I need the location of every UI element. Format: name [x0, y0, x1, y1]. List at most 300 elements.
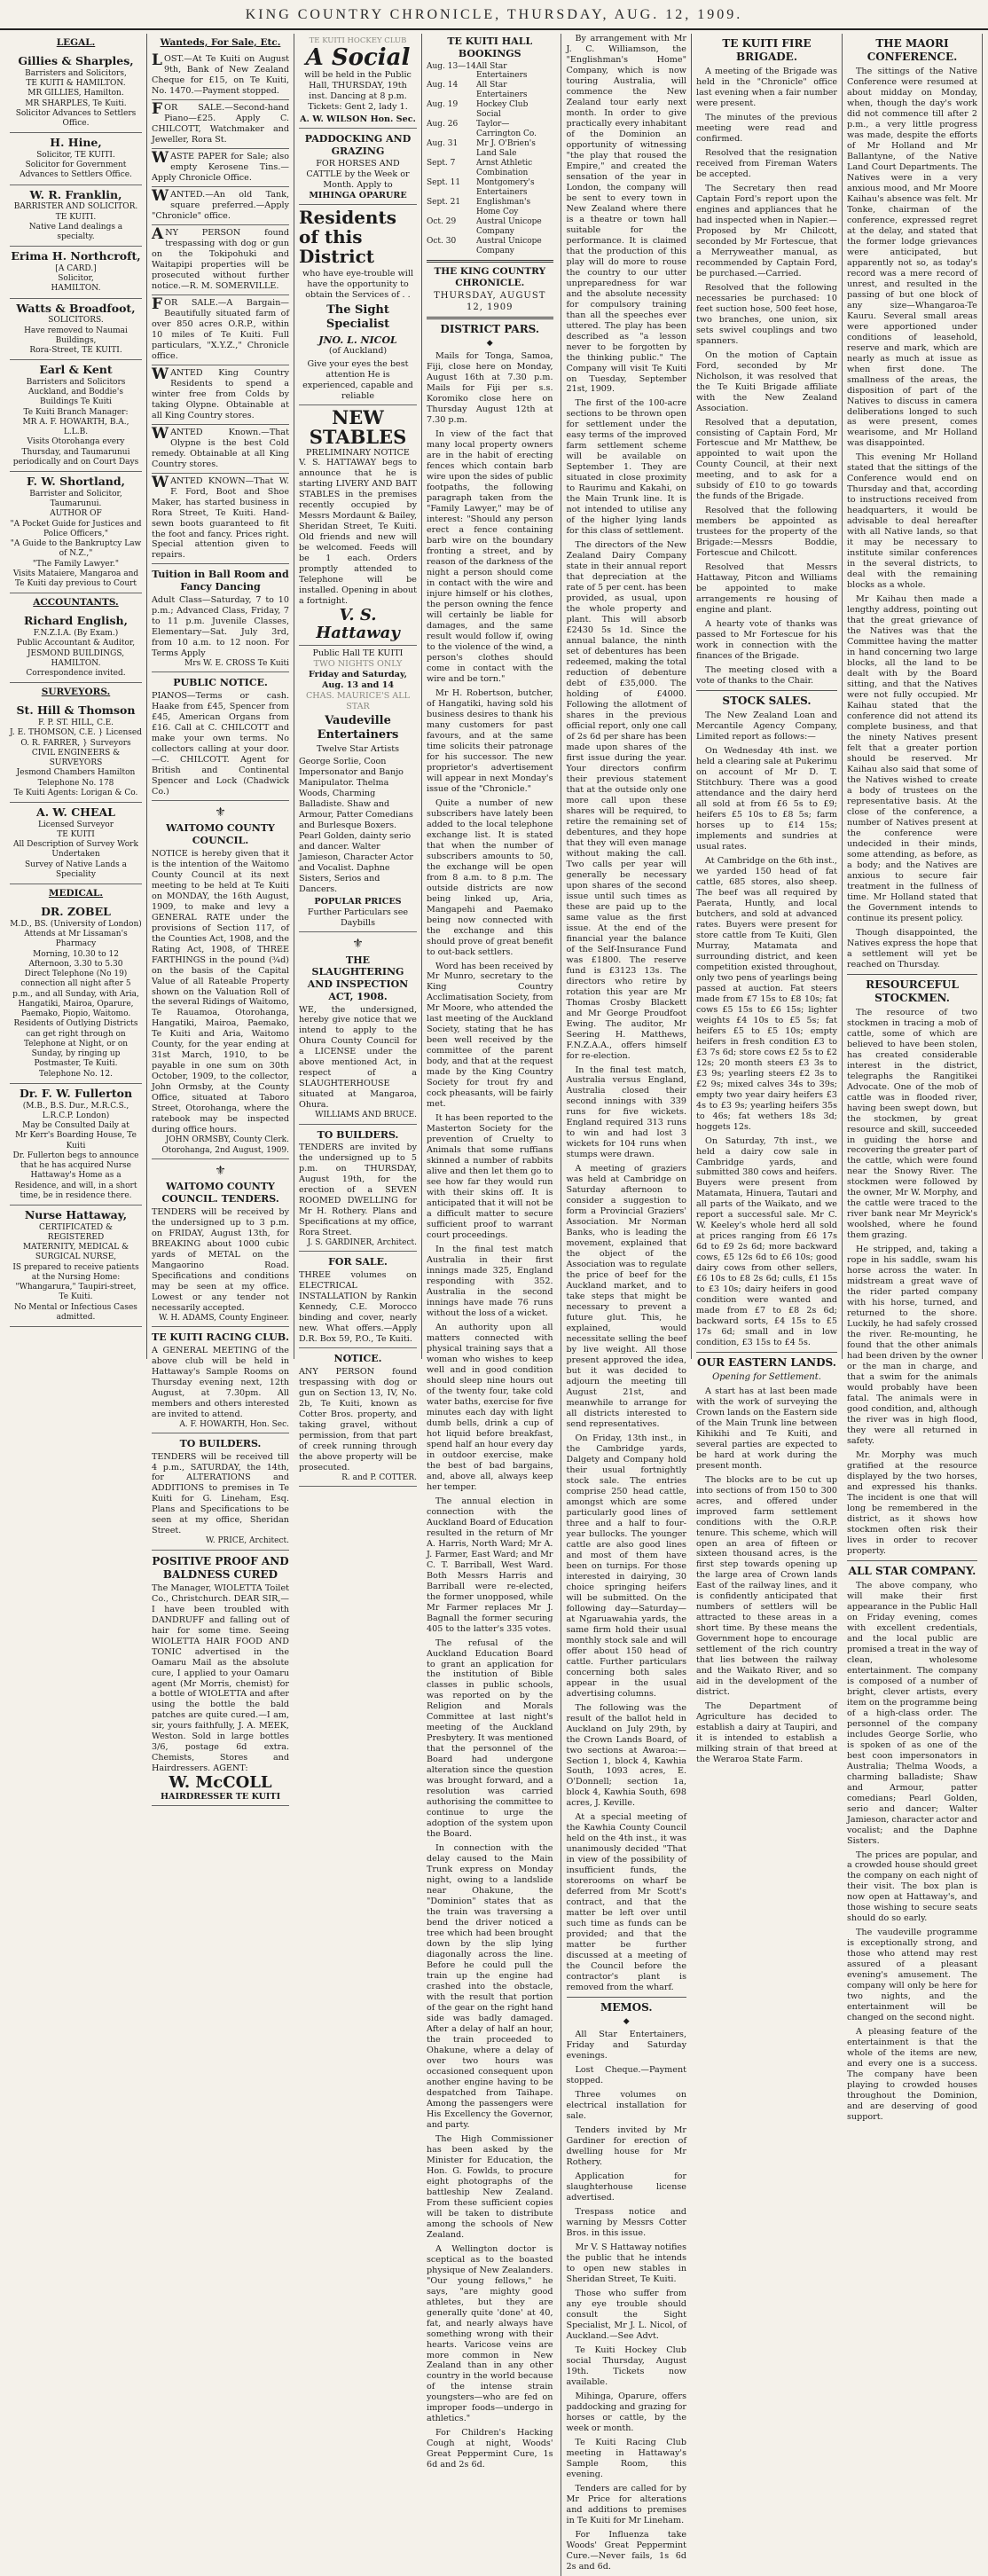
business-card — [10, 1084, 142, 1206]
coat-of-arms-icon: ⚜ — [215, 1163, 226, 1178]
news-paragraph: Mr H. Robertson, butcher, of Hangatiki, having sold his business desires to thank his many customers for past favours, and at the same time solicits their patronage for his successor. The new proprietor's advertisement will appear in next Monday's issue of the "Chronicle." — [427, 687, 553, 794]
booking-row — [427, 100, 553, 120]
business-card — [10, 902, 142, 1084]
business-detail: BARRISTER AND SOLICITOR. — [13, 202, 138, 212]
section-heading-medical: MEDICAL. — [48, 888, 104, 899]
booking-event: Mr J. O'Brien's Land Sale — [476, 139, 536, 159]
booking-event: Austral Unicope Company — [476, 217, 542, 236]
article-paragraph: The blocks are to be cut up into sections of from 150 to 300 acres, and offered under improved farm settlement conditions with the O.R.P. tenure. This scheme, which will open an area of fifteen or sixteen thousand acres, is the first step towards opening up the large area of Crown lands East of the railway lines, and it is confidently anticipated that numbers of settlers will be attracted to these areas in a short time. By these means the Government hope to encourage settlement of the rich country that lies between the railway and the Waikato River, and so aid in the development of the district. — [696, 1474, 837, 1698]
news-paragraph: In the final test match, Australia versus England, Australia closed their second innings with 339 runs for five wickets. England required 313 runs to win and had lost 3 wickets for 104 runs when stumps were drawn. — [566, 1064, 686, 1160]
news-paragraph: Quite a number of new subscribers have lately been added to the local telephone exchange list. It is stated that when the number of subscribers amounts to 50, the exchange will be open from 8 a.m. to 8 p.m. The outside districts are now being linked up, Aria, Mangapehi and Paemako being now connected with the exchange and this should prove of great benefit to out-back settlers. — [427, 797, 553, 957]
booking-event: Arnst Athletic Combination — [476, 159, 533, 178]
business-card — [10, 472, 142, 593]
memo-item: Tenders are called for by Mr Price for alterations and additions to premises in Te Kuiti for Mr Lineham. — [566, 2483, 686, 2525]
article-paragraph: He stripped, and, taking a rope in his saddle, swam his horse across the water. In midstream a great wave of the rider parted company with his horse, turned, and returned to the shore. Luckily, he had safely crossed the river. Re-mounting, he found that the other animals had been driven by the owner or the man in charge, and that a swim for the animals would probably have been fatal. The animals were in good condition, and, although the river was in high flood, they were all returned in safety. — [847, 1245, 977, 1447]
classified-ads — [152, 51, 289, 564]
business-detail: O. R. FARRER, } Surveyors — [20, 738, 131, 748]
district-pars-continued — [567, 34, 687, 1993]
drop-cap: A — [152, 224, 164, 243]
classified-ad — [152, 295, 289, 365]
council-tenders-signature: W. H. ADAMS, County Engineer. — [158, 1313, 289, 1323]
public-notice-ad — [152, 672, 289, 801]
racing-club-notice — [152, 1327, 289, 1433]
business-detail: F.N.Z.I.A. (By Exam.) — [33, 629, 119, 638]
classified-ad — [152, 365, 289, 425]
eastern-lands-title: OUR EASTERN LANDS. — [697, 1356, 836, 1370]
booking-date: Sept. 7 — [427, 159, 456, 169]
business-card — [10, 1206, 142, 1327]
dancing-title: Tuition in Ball Room and Fancy Dancing — [152, 569, 289, 593]
booking-date: Aug. 19 — [427, 100, 459, 110]
memo-item: Application for slaughterhouse license advertised. — [566, 2172, 686, 2203]
business-card — [10, 803, 142, 884]
memos-title: MEMOS. — [600, 2001, 653, 2014]
business-detail: Barristers and Solicitors — [26, 377, 126, 387]
news-paragraph: In view of the fact that many local property owners are in the habit of erecting fences which contain barb wire upon the sides of public footpaths, the following paragraph taken from the "Family Lawyer," may be of interest: "Should any person erect a fence containing barb wire on the boundary fronting a street, and by reason of the darkness of the night a person should come in contact with the wire and injure himself or his clothes, the person owning the fence will certainly be liable for damages, and the same result would follow if, owing to the violence of the wind, a person's clothes should come in contact with the wire and be torn." — [427, 429, 553, 684]
news-paragraph: At a special meeting of the Kawhia County Council held on the 4th inst., it was unanimously decided "That in view of the possibility of insufficient funds, the storerooms on wharf be deferred from Mr Scott's contract, and that the matter be left over until such time as funds can be provided; and that the matter be further discussed at a meeting of the Council before the contractor's plant is removed from the wharf. — [566, 1812, 686, 1993]
slaughter-signature: WILLIAMS AND BRUCE. — [315, 1111, 417, 1120]
drop-cap: W — [152, 149, 169, 167]
article-paragraph: The minutes of the previous meeting were read and confirmed. — [696, 112, 837, 144]
business-detail: Residents of Outlying Districts can get right through on Telephone at Night, or on Sunday, by ringing up Postmaster, Te Kuiti. — [13, 1019, 138, 1069]
article-paragraph: The resource of two stockmen in tracing a mob of cattle, some of which are believed to have been stolen, has created considerable interest in the district, telegraphs the Rangitikei Advocate. One of the mob of cattle was in flooded river, having been swept down, but the stockmen, by great resource and skill, succeeded in guiding the horse and recovering the greater part of the cattle, which were found near the Snowy River. The stockmen were followed by the owner, Mr W. Morphy, and the cattle were traced to the river bank near Mr Meyrick's woolshed, where he found them grazing. — [847, 1007, 977, 1241]
business-detail: May be Consulted Daily at — [22, 1121, 129, 1130]
article-paragraph: Resolved that a deputation, consisting of Captain Ford, Mr Fortescue and Mr Matthew, be appointed to wait upon the County Council, at their next meeting, and to ask for a subsidy of £10 to go towards the funds of the Brigade. — [696, 417, 837, 502]
booking-date: Aug. 13—14 — [427, 61, 476, 71]
classified-ad-text: NY PERSON found trespassing with dog or gun on the Tokipohuki and Waitapipi properties will be prosecuted without further notice.—R. M. SOMERVILLE. — [152, 227, 289, 291]
news-paragraph: For Children's Hacking Cough at night, Woods' Great Peppermint Cure, 1s 6d and 2s 6d. — [427, 2428, 553, 2470]
business-card — [10, 133, 142, 185]
business-detail: Afternoon, 3.30 to 5.30 — [28, 959, 123, 969]
vaudeville-dates: Friday and Saturday, Aug. 13 and 14 — [309, 669, 407, 690]
business-card — [10, 360, 142, 472]
stables-body: V. S. HATTAWAY begs to announce that he is starting LIVERY AND BAIT STABLES in the premises recently occupied by Messrs Mordaunt & Bailey, Sheridan Street, Te Kuiti. Old friends and new will be welcomed. Feeds will be 1 each. Orders promptly attended to Telephone will be installed. Opening in about a fortnight. — [299, 458, 417, 607]
business-detail: TE KUITI — [57, 829, 95, 839]
star-divider-icon: ◆ — [486, 339, 493, 349]
business-detail: Jesmond Chambers Hamilton — [16, 768, 136, 778]
business-detail: MR GILLIES, Hamilton. — [27, 89, 124, 98]
council-body: NOTICE is hereby given that it is the intention of the Waitomo County Council at its next meeting to be held at Te Kuiti on MONDAY, the 16th August, 1909, to make and levy a GENERAL RATE under the provisions of Section 117, of the Counties Act, 1908, and the Rating Act, 1908, of THREE FARTHINGS in the pound (¾d) on the basis of the Capital Value of all Rateable Property shown on the Valuation Roll of the several Ridings of Waitomo, Te Rauamoa, Otorohanga, Hangatiki, Mairoa, Paemako, Te Kuiti and Aria, Waitomo County, for the year ending at 31st March, 1910, to be payable in one sum on 30th October, 1909, to the collector, John Ormsby, at the County Office, situated at Taboro Street, Otorohanga, where the ratebook may be inspected during office hours. — [152, 848, 289, 1135]
district-pars — [427, 351, 553, 2470]
article-paragraph: A start has at last been made with the work of surveying the Crown lands on the Eastern side of the Main Trunk line between Kihikihi and Te Kuiti, and several parties are expected to be hard at work during the present month. — [696, 1386, 837, 1471]
fire-brigade-report — [696, 67, 837, 687]
business-detail: HAMILTON. — [51, 658, 101, 668]
news-paragraph: The directors of the New Zealand Dairy Company state in their annual report that depreciation at the rate of 5 per cent. has been provided, as usual, upon the whole property and plant. This will absorb £2430 5s 1d. Since the annual balance, the ninth set of debentures has been redeemed, making the total reduction of debenture debt of £35,000. The holding of £4000. Following the allotment of shares in the previous official report, only one call of 2s 6d per share has been made upon shares of the first issue during the year. Your directors confirm their previous statement that at the outside only one more call upon these shares will be required, to retire the remaining set of debentures, and they hope that they will even manage without making the call. Two calls per year will generally be necessary upon shares of the second issue until such times as these are paid up to the same value as the first issue. At the end of the financial year the balance of the Self-Insurance Fund was £1800. The reserve fund is £3123 13s. The directors who retire by rotation this year are Mr Thomas Crosby Blackett and Mr George Proudfoot Ewing. The auditor, Mr Seering H. Matthews, F.N.Z.A.A., offers himself for re-election. — [566, 540, 686, 1061]
booking-date: Oct. 29 — [427, 217, 457, 226]
business-detail: HAMILTON. — [51, 284, 101, 294]
column-news — [422, 34, 692, 2572]
business-detail: Telephone No. 178 — [37, 778, 114, 788]
sight-body: Give your eyes the best attention He is experienced, capable and reliable — [302, 359, 413, 402]
all-star-company-title: ALL STAR COMPANY. — [848, 1564, 976, 1577]
residents-body: who have eye-trouble will have the opportunity to obtain the Services of . . — [302, 269, 414, 301]
classified-ad — [152, 474, 289, 565]
news-paragraph: The High Commissioner has been asked by the Minister for Education, the Hon. G. Fowlds, to procure eight photographs of the battleship New Zealand. From these sufficient copies will be taken to distribute among the schools of New Zealand. — [427, 2133, 553, 2240]
news-paragraph: Word has been received by Mr Munro, secretary to the King Country Acclimatisation Society, from Mr Moore, who attended the last meeting of the Auckland Society, stating that he has been well received by the committee of the parent body, and that at the request made by the King Country Society for trout fry and cock pheasants, will be fairly met. — [427, 961, 553, 1110]
business-detail: TE KUITI & HAMILTON. — [26, 79, 126, 88]
article-paragraph: Resolved that the resignation received from Fireman Waters be accepted. — [696, 147, 837, 179]
trespass-signature: R. and P. COTTER. — [341, 1473, 417, 1482]
vaudeville-subtitle: Twelve Star Artists — [316, 744, 400, 755]
memo-item: Those who suffer from any eye trouble should consult the Sight Specialist, Mr J. L. Nicol, of Auckland.—See Advt. — [566, 2289, 686, 2341]
booking-row — [427, 62, 553, 82]
news-paragraph: The first of the 100-acre sections to be thrown open for settlement under the easy terms of the improved farm settlement scheme will be available on September 1. They are situated in close proximity to Raurimu and Kakahi, on the Main Trunk line. It is not intended to utilise any of the higher lying lands for this class of settlement. — [566, 398, 686, 537]
memo-item: Tenders invited by Mr Gardiner for erection of dwelling house for Mr Rothery. — [566, 2125, 686, 2168]
sight-name: JNO. L. NICOL — [318, 334, 397, 346]
paddock-ad — [299, 129, 417, 205]
business-detail: Licensed Surveyor — [37, 820, 114, 829]
booking-row — [427, 159, 553, 178]
vaudeville-venue: Public Hall TE KUITI — [312, 648, 404, 658]
coat-of-arms-icon: ⚜ — [215, 805, 226, 820]
article-paragraph: The sittings of the Native Conference were resumed at about midday on Monday, when, though the day's work did not commence till after 2 p.m., a very little progress was made, despite the efforts of Mr Holland and Mr Ballantyne, of the Native Land Court Departments. The Natives were in a very anxious mood, and Mr Moore Kaihau's absence was felt. Mr Tonke, chairman of the conference, expressed regret at the delay, and stated that the former lodge grievances were anticipated, but apparently not so, as today's record was a mere record of unrest, and resulted in the passing of but one block of any size—Whangaroa-Te Kauru. Several small areas were apportioned under conditions of leasehold, reserve and mark, which are nearly as much at issue as when first done. The smallness of the areas, the disposition of part of the Natives to discuss in camera deliberations longed to such as were present, comes wearisome, and Mr Holland was disappointed. — [847, 67, 977, 449]
racing-title: TE KUITI RACING CLUB. — [152, 1331, 289, 1343]
hall-bookings-title: TE KUITI HALL BOOKINGS — [447, 35, 533, 59]
paper-date: THURSDAY, AUGUST 12, 1909 — [434, 291, 546, 312]
classified-ad-text: ANTED.—An old Tank, square preferred.—Apply "Chronicle" office. — [152, 189, 289, 221]
article-paragraph: This evening Mr Holland stated that the sittings of the Conference would end on Thursday and that, according to instructions received from headquarters, it would be advisable to deal hereafter with all Native lands, so that it may be necessary to institute similar conferences in the several districts, to deal with the remaining blocks as a whole. — [847, 452, 977, 591]
section-heading-surveyors: SURVEYORS. — [41, 687, 111, 698]
vaudeville-company: CHAS. MAURICE'S ALL STAR — [305, 690, 411, 711]
racing-signature: A. F. HOWARTH, Hon. Sec. — [179, 1419, 289, 1429]
business-name: Nurse Hattaway, — [24, 1208, 128, 1221]
memo-item: Te Kuiti Hockey Club social Thursday, August 19th. Tickets now available. — [566, 2344, 686, 2387]
council-rate-notice — [152, 801, 289, 1159]
classified-ad — [152, 100, 289, 149]
article-paragraph: At Cambridge on the 6th inst., we yarded 150 head of fat cattle, 685 stores, also sheep. The beef was all required by Paerata, Huntly, and local butchers, and sold at advanced rates. Buyers were present for store cattle from Te Kuiti, Glen Murray, Matamata and surrounding district, and keen competition existed throughout, only two pens of yearlings being passed at auction. Fat steers made from £7 15s to £8 10s; fat cows £5 15s to £6 15s; lighter weights £4 10s to £5 5s; fat heifers £5 to £5 10s; empty heifers in fresh condition £3 to £3 7s 6d; store cows £2 5s to £2 12s; 20 month steers £3 3s to £3 9s; yearling steers £2 3s to £2 9s; mixed calves 34s to 39s; empty two year dairy heifers £3 4s to £3 9s; yearling heifers 35s to 46s; fat wethers 18s 3d; hoggets 12s. — [696, 855, 837, 1132]
vaudeville-ad — [299, 646, 417, 932]
builders-signature: J. S. GARDINER, Architect. — [307, 1238, 417, 1248]
for-sale-body: THREE volumes on ELECTRICAL INSTALLATION by Rankin Kennedy, C.E. Morocco binding and cover, nearly new. What offers.—Apply D.R. Box 59, P.O., Te Kuiti. — [299, 1270, 417, 1345]
council-tenders-body: TENDERS will be received by the undersigned up to 3 p.m. on FRIDAY, August 13th, for BREAKING about 1000 cubic yards of METAL on the Mangaorino Road. Specifications and conditions may be seen at my office. Lowest or any tender not necessarily accepted. — [152, 1206, 289, 1313]
column-reports — [692, 34, 843, 1765]
business-detail: TE KUITI. — [55, 212, 97, 222]
memo-item: Lost Cheque.—Payment stopped. — [566, 2065, 686, 2086]
booking-row — [427, 139, 553, 159]
business-detail: CIVIL ENGINEERS & SURVEYORS — [31, 748, 121, 767]
business-name: Richard English, — [24, 614, 128, 628]
article-paragraph: Mr. Morphy was much gratified at the resource displayed by the two horses, and expressed his thanks. The incident is one that will long be remembered in the district, as it shows how stockmen often risk their lives in order to recover property. — [847, 1450, 977, 1556]
dancing-body: Adult Class—Saturday, 7 to 10 p.m.; Advanced Class, Friday, 7 to 11 p.m. Juvenile Classes, Elementary—Sat. July 3rd, from 10 a.m. to 12 noon. For Terms Apply — [152, 594, 289, 658]
article-paragraph: On Wednesday 4th inst. we held a clearing sale at Pukerimu on account of Mr D. T. Stitchbury. There was a good attendance and the dairy herd all sold at from £6 5s to £9; heifers £5 10s to £8 5s; farm horses up to £14 15s; implements and sundries at usual rates. — [696, 746, 837, 852]
business-detail: "The Family Lawyer." — [32, 559, 120, 569]
business-card — [10, 299, 142, 361]
hair-agent: W. McCOLL — [169, 1773, 272, 1793]
council-tenders-notice — [152, 1159, 289, 1327]
new-stables-ad — [299, 405, 417, 645]
builders-notice-gardiner — [299, 1125, 417, 1253]
memo-item: All Star Entertainers, Friday and Saturday evenings. — [566, 2030, 686, 2062]
news-paragraph: A meeting of graziers was held at Cambridge on Saturday afternoon to consider a suggestion to form a Provincial Graziers' Association. Mr Norman Banks, who is leading the movement, explained that the object of the Association was to regulate the price of beef for the Auckland market, and to take steps that might be necessary to prevent a future glut. This, he explained, would necessitate selling the beef by live weight. All those present approved the idea, but it was decided to adjourn the meeting till August 21st, and meanwhile to arrange for all districts interested to send representatives. — [566, 1164, 686, 1429]
business-card — [10, 51, 142, 133]
news-paragraph: In connection with the delay caused to the Main Trunk express on Monday night, owing to a landslide near Ohakune, the "Dominion" states that as the train was traversing a bend the driver noticed a tree which had been brought down by the slip lying diagonally across the line. Before he could pull the train up the engine had crashed into the obstacle, with the result that portion of the gear on the right hand side was badly damaged. After a delay of half an hour, the train proceeded to Ohakune, where a delay of over two hours was occasioned consequent upon another engine having to be despatched from Taihape. Among the passengers were His Excellency the Governor, and party. — [427, 1843, 553, 2130]
business-detail: Telephone No. 12. — [39, 1069, 113, 1079]
business-detail: Correspondence invited. — [26, 669, 126, 678]
business-detail: Taumarunui. — [50, 499, 102, 508]
news-paragraph: The following was the result of the ballot held in Auckland on July 29th, by the Crown Lands Board, of two sections at Awaroa:—Section 1, block 4, Kawhia South, 1093 acres, E. O'Donnell; section 1a, block 4, Kawhia South, 698 acres, J. Keville. — [566, 1702, 686, 1809]
dancing-ad — [152, 564, 289, 672]
business-detail: Solicitor, TE KUITI. — [36, 150, 115, 160]
vaudeville-prices: POPULAR PRICES — [314, 897, 402, 907]
business-detail: Attends at Mr Lissaman's Pharmacy — [24, 930, 128, 949]
memos-list — [567, 2030, 687, 2572]
newspaper-masthead: KING COUNTRY CHRONICLE, THURSDAY, AUG. 12, 1909. — [0, 0, 988, 30]
business-detail: "Whangarura," Taupiri-street, Te Kuiti. — [15, 1283, 137, 1302]
article-paragraph: The New Zealand Loan and Mercantile Agency Company, Limited report as follows:— — [696, 711, 837, 742]
business-card — [10, 247, 142, 298]
business-detail: Solicitor for Government Advances to Settlers Office. — [20, 161, 132, 180]
classified-ad-text: OR SALE.—Second-hand Piano—£25. Apply C. CHILCOTT, Watchmaker and Jeweller, Rora St. — [152, 103, 289, 145]
business-detail: Public Accountant & Auditor, — [16, 639, 136, 648]
article-paragraph: A hearty vote of thanks was passed to Mr Fortescue for his work in connection with the finances of the Brigade. — [696, 619, 837, 662]
trespass-title: NOTICE. — [333, 1353, 382, 1365]
memo-item: Te Kuiti Racing Club meeting in Hattaway's Sample Room, this evening. — [566, 2437, 686, 2479]
article-paragraph: The above company, who will make their first appearance in the Public Hall on Friday evening, comes with excellent credentials, and the local public are promised a treat in the way of clean, wholesome entertainment. The company is composed of a number of bright, clever artists, every item on the programme being of a high-class order. The personnel of the company includes George Sorlie, who is spoken of as one of the best coon impersonators in Australia; Thelma Woods, a charming balladiste; Shaw and Armour, patter comedians; Pearl Golden, serio and dancer; Walter Jamieson, character actor and vocalist; and the Daphne Sisters. — [847, 1580, 977, 1846]
booking-row — [427, 120, 553, 139]
booking-date: Sept. 21 — [427, 198, 461, 208]
classified-ad-text: ANTED Known.—That Olypne is the best Cold remedy. Obtainable at all King Country stores. — [152, 427, 289, 469]
business-detail: Barristers and Solicitors, — [25, 68, 127, 78]
hair-title: POSITIVE PROOF AND BALDNESS CURED — [152, 1554, 289, 1581]
builders-title: TO BUILDERS. — [317, 1128, 399, 1141]
vaudeville-body: George Sorlie, Coon Impersonator and Banjo Manipulator. Thelma Woods, Charming Balladiste. Shaw and Armour, Patter Comedians and Burlesque Boxers. Pearl Golden, dainty serio and dancer. Walter Jamieson, Character Actor and Vocalist. Daphne Sisters, Serios and Dancers. — [299, 757, 413, 895]
slaughter-title: THE SLAUGHTERING AND INSPECTION ACT, 1908. — [307, 954, 409, 1002]
slaughter-body: WE, the undersigned, hereby give notice that we intend to apply to the Ohura County Council for a LICENSE under the above mentioned Act, in respect of a SLAUGHTERHOUSE situated at Mangaroa, Ohura. — [299, 1004, 417, 1111]
business-detail: Barrister and Solicitor, — [29, 489, 122, 499]
news-paragraph: On Friday, 13th inst., in the Cambridge yards, Dalgety and Company hold their usual fortnightly stock sale. The entries comprise 250 head cattle, amongst which are some particularly good lines of three and a half to four-year bullocks. The younger cattle are also good lines and most of them have been on turnips. For those interested in dairying, 30 choice springing heifers will be submitted. On the following day—Saturday—at Ngaruawahia yards, the same firm hold their usual monthly stock sale and will offer about 150 head of cattle. Further particulars concerning both sales appear in the usual advertising columns. — [566, 1433, 686, 1699]
classified-ad-text: ASTE PAPER for Sale; also empty Kerosene Tins.—Apply Chronicle Office. — [152, 152, 289, 183]
business-detail: M.D., BS. (University of London) — [10, 919, 142, 929]
booking-row — [427, 178, 553, 198]
business-detail: Have removed to Naumai Buildings, — [24, 326, 128, 345]
booking-date: Aug. 26 — [427, 120, 459, 130]
stables-signature: V. S. Hattaway — [316, 606, 400, 643]
hockey-social-ad — [299, 34, 417, 129]
business-name: Earl & Kent — [39, 363, 113, 377]
drop-cap: W — [152, 186, 169, 205]
for-sale-title: FOR SALE. — [328, 1256, 388, 1268]
business-name: W. R. Franklin, — [29, 187, 122, 201]
business-name: A. W. CHEAL — [36, 805, 115, 819]
maori-conference-article — [847, 67, 977, 970]
council-signature: JOHN ORMSBY, County Clerk. Otorohanga, 2nd August, 1909. — [161, 1135, 289, 1155]
business-detail: MR A. F. HOWARTH, B.A., L.L.B. — [22, 417, 129, 437]
builders-notice-price — [152, 1433, 289, 1551]
business-name: DR. ZOBEL — [41, 905, 111, 919]
surveyor-cards — [10, 701, 142, 884]
business-detail: Rora-Street, TE KUITI. — [29, 346, 122, 355]
stock-sales-title: STOCK SALES. — [722, 695, 812, 708]
memo-item: For Influenza take Woods' Great Peppermint Cure.—Never fails, 1s 6d 2s and 6d. — [566, 2529, 686, 2572]
fire-brigade-title: TE KUITI FIRE BRIGADE. — [722, 37, 812, 63]
business-detail: Visits Mataiere, Mangaroa and Te Kuiti day previous to Court — [12, 569, 139, 588]
booking-event: All Star Entertainers — [476, 81, 528, 100]
drop-cap: W — [152, 365, 169, 383]
all-star-company-article — [847, 1581, 977, 2123]
business-detail: F. P. ST. HILL, C.E. — [37, 719, 114, 727]
booking-row — [427, 237, 553, 256]
classified-ad — [152, 51, 289, 100]
hall-bookings-list — [427, 62, 553, 256]
business-detail: MATERNITY, MEDICAL & SURGICAL NURSE, — [22, 1243, 129, 1262]
article-paragraph: The meeting closed with a vote of thanks to the Chair. — [696, 665, 837, 687]
memo-item: Mihinga, Oparure, offers paddocking and grazing for horses or cattle, by the week or month. — [566, 2391, 686, 2433]
public-notice-title: PUBLIC NOTICE. — [173, 677, 268, 689]
business-detail: J. E. THOMSON, C.E. } Licensed — [10, 728, 142, 738]
section-heading-legal: LEGAL. — [56, 37, 96, 48]
article-paragraph: On Saturday, 7th inst., we held a dairy cow sale in Cambridge yards, and submitted 380 cows and heifers. Buyers were present from Matamata, Hinuera, Tautari and all parts of the Waikato, and we report a successful sale. Mr C. W. Keeley's whole herd all sold at prices ranging from £6 17s 6d to £9 2s 6d; more backward cows, £5 12s 6d to £6 10s; good dairy cows from other sellers, £6 10s to £8 2s 6d; culls, £1 15s to £3 10s; dairy heifers in good condition were wanted and made from £7 to £8 2s 6d; backward sorts, £4 15s to £5 17s 6d; small and in low condition, £3 15s to £4 5s. — [696, 1135, 837, 1348]
news-paragraph: An authority upon all matters connected with physical training says that a woman who wishes to keep well and in good condition should sleep nine hours out of the twenty four, take cold water baths, exercise for five minutes each day with light dumb bells, drink a cup of hot liquid before breakfast, spend half an hour every day in outdoor exercise, make the best of bad bargains, and, above all, always keep her temper. — [427, 1322, 553, 1492]
booking-row — [427, 81, 553, 100]
business-card — [10, 701, 142, 803]
business-detail: (M.B., B.S. Dur., M.R.C.S., L.R.C.P. London) — [22, 1101, 129, 1120]
business-detail: "A Guide to the Bankruptcy Law of N.Z.," — [10, 539, 142, 559]
social-signature: A. W. WILSON Hon. Sec. — [300, 114, 416, 124]
article-paragraph: Mr Kaihau then made a lengthy address, pointing out that the great grievance of the Natives was that the Committee having the matter in hand concerning two large blocks, all the land to be dealt with by the Board sitting, and that the Natives were not fully occupied. Mr Kaihau stated that the conference did not attend its complete business, and that the ninety Natives present felt that a greater portion should be reserved. Mr Kaihau also said that some of the Natives wished to create a body of trustees on the representative basis. At the close of the conference, a number of Natives present at the conference were undecided in their minds, some attending, as before, as a body; and the Natives are anxious to secure fair treatment in the fullness of time. Mr Holland stated that the Government intends to continue its present policy. — [847, 594, 977, 923]
drop-cap: W — [152, 473, 169, 491]
coat-of-arms-icon: ⚜ — [352, 937, 364, 951]
article-paragraph: A pleasing feature of the entertainment is that the whole of the items are new, and every one is a success. The company have been playing to crowded houses throughout the Dominion, and are deserving of good support. — [847, 2027, 977, 2123]
council-tenders-title: WAITOMO COUNTY COUNCIL. TENDERS. — [161, 1181, 279, 1206]
business-detail: Solicitor, — [58, 274, 94, 284]
business-detail: MR SHARPLES, Te Kuiti. — [25, 98, 127, 108]
builders-body: TENDERS will be received till 4 p.m., SATURDAY, the 14th, for ALTERATIONS and ADDITIONS to premises in Te Kuiti for G. Lineham, Esq. Plans and Specifications to be seen at my office, Sheridan Street. — [152, 1451, 289, 1536]
stables-subtitle: PRELIMINARY NOTICE — [306, 447, 410, 458]
business-detail: Visits Otorohanga every Thursday, and Taumarunui periodically and on Court Days — [12, 437, 139, 467]
article-paragraph: The vaudeville programme is exceptionally strong, and those who attend may rest assured of a pleasant evening's amusement. The company will only be here for two nights, and the entertainment will be changed on the second night. — [847, 1928, 977, 2023]
business-detail: Te Kuiti Agents: Lorigan & Co. — [13, 788, 138, 797]
booking-row — [427, 217, 553, 237]
builders-signature: W. PRICE, Architect. — [206, 1536, 289, 1546]
business-detail: All Description of Survey Work Undertaken — [13, 840, 138, 860]
business-name: Watts & Broadfoot, — [16, 301, 136, 315]
booking-date: Oct. 30 — [427, 236, 457, 246]
booking-event: Montgomery's Entertainers — [476, 178, 535, 198]
council-title: WAITOMO COUNTY COUNCIL. — [166, 822, 275, 846]
business-detail: "A Pocket Guide for Justices and Police Officers," — [10, 519, 142, 538]
paddock-body: FOR HORSES AND CATTLE by the Week or Month. Apply to — [306, 159, 410, 191]
drop-cap: W — [152, 424, 169, 443]
business-name: Erima H. Northcroft, — [11, 249, 141, 263]
business-detail: Te Kuiti Branch Manager: — [23, 407, 129, 417]
business-name: Gillies & Sharples, — [18, 54, 134, 68]
news-paragraph: A Wellington doctor is sceptical as to the boasted physique of New Zealanders. "Our young fellows," he says, "are mighty good athletes, but they are generally quite 'done' at 40, fat, and nearly always have something wrong with their hearts. Varicose veins are more common in New Zealand than in any other country in the world because of the intense strain youngsters—who are fed on improper foods—undergo in athletics." — [427, 2243, 553, 2424]
business-detail: Mr Kerr's Boarding House, Te Kuiti — [15, 1131, 137, 1151]
residents-title: Residents of this District — [299, 207, 396, 268]
business-card — [10, 185, 142, 247]
business-detail: [A CARD.] — [55, 263, 97, 273]
article-paragraph: Resolved that the following members be appointed as trustees for the property of the Brigade:—Messrs Boddie, Fortescue and Chilcott. — [696, 506, 837, 559]
news-paragraph: In the final test match Australia in their first innings made 325, England responding with 352. Australia in the second innings have made 76 runs without the loss of a wicket. — [427, 1245, 553, 1318]
classified-ad-text: ANTED King Country Residents to spend a winter free from Colds by taking Olypne. Obtainable at all King Country stores. — [152, 367, 289, 420]
hair-footer: HAIRDRESSER TE KUITI — [160, 1792, 281, 1802]
paddock-signature: MIHINGA OPARURE — [309, 191, 407, 201]
resourceful-stockmen-title: RESOURCEFUL STOCKMEN. — [866, 978, 959, 1004]
business-detail: AUTHOR OF — [50, 509, 102, 519]
article-paragraph: Resolved that Messrs Hattaway, Pitcon and Williams be appointed to make arrangements re housing of engine and plant. — [696, 562, 837, 616]
article-paragraph: Though disappointed, the Natives express the hope that a settlement will yet be reached on Thursday. — [847, 927, 977, 970]
booking-event: Englishman's Home Coy — [476, 198, 531, 217]
booking-event: Hockey Club Social — [476, 100, 529, 120]
article-paragraph: The Secretary then read Captain Ford's report upon the engines and appliances that he had inspected when in Napier.—Proposed by Mr Chilcott, seconded by Mr Fortescue, that a Merryweather manual, as recommended by Captain Ford, be purchased.—Carried. — [696, 183, 837, 279]
news-paragraph: The refusal of the Auckland Education Board to grant an application for the institution of Bible classes in public schools, was reported on by the Religion and Morals Committee at last night's meeting of the Auckland Presbytery. It was mentioned that the personnel of the Board had undergone alteration since the question was brought forward, and a resolution was carried authorising the committee to continue to urge the adoption of the system upon the Board. — [427, 1637, 553, 1840]
classified-ad-text: OR SALE.—A Bargain—Beautifully situated farm of over 850 acres O.R.P., within 10 miles of Te Kuiti. Full particulars, "X.Y.Z.," Chronicle office. — [152, 297, 289, 361]
social-body: will be held in the Public Hall, THURSDAY, 19th inst. Dancing at 8 p.m. Tickets: Gent 2, lady 1. — [304, 69, 412, 112]
article-paragraph: The prices are popular, and a crowded house should greet the company on each night of their visit. The box plan is now open at Hattaway's, and those wishing to secure seats should do so early. — [847, 1850, 977, 1924]
booking-row — [427, 198, 553, 217]
memo-item: Mr V. S Hattaway notifies the public that he intends to open new stables in Sheridan Street, Te Kuiti. — [566, 2242, 686, 2285]
news-paragraph: It has been reported to the Masterton Society for the prevention of Cruelty to Animals that some ruffians skinned a number of rabbits alive and then let them go to see how far they would run with their skins off. It is anticipated that it will not be a difficult matter to secure sufficient proof to warrant court proceedings. — [427, 1113, 553, 1241]
business-detail: Dr. Fullerton begs to announce that he has acquired Nurse Hattaway's Home as a Residence, and will, in a short time, be in residence there. — [12, 1151, 139, 1200]
booking-date: Sept. 11 — [427, 178, 461, 188]
vaudeville-title: Vaudeville Entertainers — [317, 713, 399, 742]
article-paragraph: Resolved that the following necessaries be purchased: 10 feet suction hose, 500 feet hose, two branches, one union, six sets swivel couplings and two spanners. — [696, 282, 837, 346]
news-paragraph: By arrangement with Mr J. C. Williamson, the "Englishman's Home" Company, which is now touring Australia, will commence the New Zealand tour early next month. In order to give practically every inhabitant of the Dominion an opportunity of witnessing "the play that roused the Empire," and created the sensation of the year in London, the company will be sent to every town in New Zealand where there is a theatre or town hall suitable for the performance. It is claimed that the production of this play will do more to rouse the country to our utter unpreparedness for war and the absolute necessity for compulsory training than all the speeches ever uttered. The play has been described as "a lesson never to be forgotten by the thinking public." The Company will visit Te Kuiti on Tuesday, September 21st, 1909. — [566, 34, 686, 395]
dancing-signature: Mrs W. E. CROSS Te Kuiti — [184, 658, 289, 668]
star-divider-icon: ◆ — [623, 2017, 630, 2027]
hair-tonic-ad — [152, 1551, 289, 1807]
classified-ad — [152, 149, 289, 187]
news-right — [561, 34, 687, 2576]
business-name: St. Hill & Thomson — [16, 703, 136, 718]
column-features — [843, 34, 983, 2123]
resourceful-stockmen-article — [847, 1008, 977, 1557]
business-detail: IS prepared to receive patients at the Nursing Home: — [12, 1262, 139, 1282]
article-paragraph: On the motion of Captain Ford, seconded by Mr Nicholson, it was resolved that the Te Kuiti Brigade affiliate with the New Zealand Association. — [696, 349, 837, 413]
classified-ad-text: ANTED KNOWN—That W. F. Ford, Boot and Shoe Maker, has started business in Rora Street, Te Kuiti. Hand-sewn boots guaranteed to fit the foot and fancy. Prices right. Special attention given to repairs. — [152, 475, 289, 561]
trespass-body: ANY PERSON found trespassing with dog or gun on Section 13, IV, No. 2b, Te Kuiti, known as Cotter Bros. property, and taking gravel, without permission, from that part of creek running through the above property will be prosecuted. — [299, 1366, 417, 1473]
section-heading-wanteds: Wanteds, For Sale, Etc. — [160, 37, 281, 48]
sight-title: The Sight Specialist — [325, 303, 390, 332]
social-title: A Social — [305, 43, 411, 71]
paddock-title: PADDOCKING AND GRAZING — [304, 132, 412, 157]
club-line: TE KUITI HOCKEY CLUB — [309, 36, 407, 45]
news-paragraph: Mails for Tonga, Samoa, Fiji, close here on Monday, August 16th at 7.30 p.m. Mails for Fiji per s.s. Koromiko close here on Thursday August 12th at 7.30 p.m. — [427, 351, 553, 426]
classified-ad — [152, 187, 289, 225]
booking-event: Austral Unicope Company — [476, 236, 542, 255]
trespass-notice — [299, 1348, 417, 1487]
business-card — [10, 611, 142, 683]
district-pars-title: DISTRICT PARS. — [440, 323, 540, 336]
business-detail: Solicitor Advances to Settlers Office. — [15, 108, 137, 128]
memo-item: Three volumes on electrical installation for sale. — [566, 2090, 686, 2122]
business-detail: No Mental or Infectious Cases admitted. — [14, 1302, 137, 1322]
hair-body: The Manager, WIOLETTA Toilet Co., Christchurch. DEAR SIR,—I have been troubled with DANDRUFF and falling out of hair for some time. Seeing WIOLETTA HAIR FOOD AND TONIC advertised in the Oamaru Mail as the absolute cure, I applied to your Oamaru agent (Mr Morris, chemist) for a bottle of WIOLETTA and after using the bottle the bald patches are quite cured.—I am, sir, yours faithfully, J. A. MEEK, Weston. Sold in large bottles 3/6, postage 6d extra. Chemists, Stores and Hairdressers. AGENT: — [152, 1583, 289, 1774]
business-name: F. W. Shortland, — [27, 475, 125, 489]
drop-cap: L — [152, 51, 162, 70]
public-notice-body: PIANOS—Terms or cash. Haake from £45, Spencer from £45, American Organs from £16. Call at C. CHILCOTT and make your own terms. No collectors calling at your door.—C. CHILCOTT. Agent for British and Continental Spencer and Lock (Chadwick Co.) — [152, 690, 289, 797]
booking-date: Aug. 31 — [427, 139, 459, 149]
drop-cap: F — [152, 295, 163, 313]
eastern-lands-subtitle: Opening for Settlement. — [712, 1372, 821, 1383]
business-detail: Auckland, and Boddie's Buildings Te Kuiti — [28, 388, 123, 407]
slaughter-act-notice — [299, 932, 417, 1125]
sight-origin: (of Auckland) — [328, 346, 388, 357]
sight-specialist-ad — [299, 205, 417, 405]
business-detail: SOLICITORS. — [48, 316, 104, 326]
racing-body: A GENERAL MEETING of the above club will be held in Hattaway's Sample Rooms on Thursday evening next, 12th August, at 7.30pm. All members and others interested are invited to attend. — [152, 1345, 289, 1419]
booking-event: All Star Entertainers — [476, 61, 528, 81]
business-detail: Native Land dealings a specialty. — [28, 222, 123, 241]
business-detail: JESMOND BUILDINGS, — [27, 648, 125, 658]
column-legal — [5, 34, 147, 1359]
memo-item: Trespass notice and warning by Messrs Cotter Bros. in this issue. — [566, 2207, 686, 2239]
legal-cards — [10, 51, 142, 593]
accountant-cards — [10, 611, 142, 683]
news-paragraph: The annual election in connection with the Auckland Board of Education resulted in the return of Mr A. Harris, North Ward; Mr A. J. Farmer, East Ward; and Mr C. T. Barriball, West Ward. Both Messrs Harris and Barriball were re-elected, the former unopposed, while Mr Farmer replaces Mr J. Bagnall the former securing 405 to the latter's 335 votes. — [427, 1496, 553, 1634]
business-name: Dr. F. W. Fullerton — [19, 1086, 133, 1100]
column-classifieds — [147, 34, 294, 1802]
